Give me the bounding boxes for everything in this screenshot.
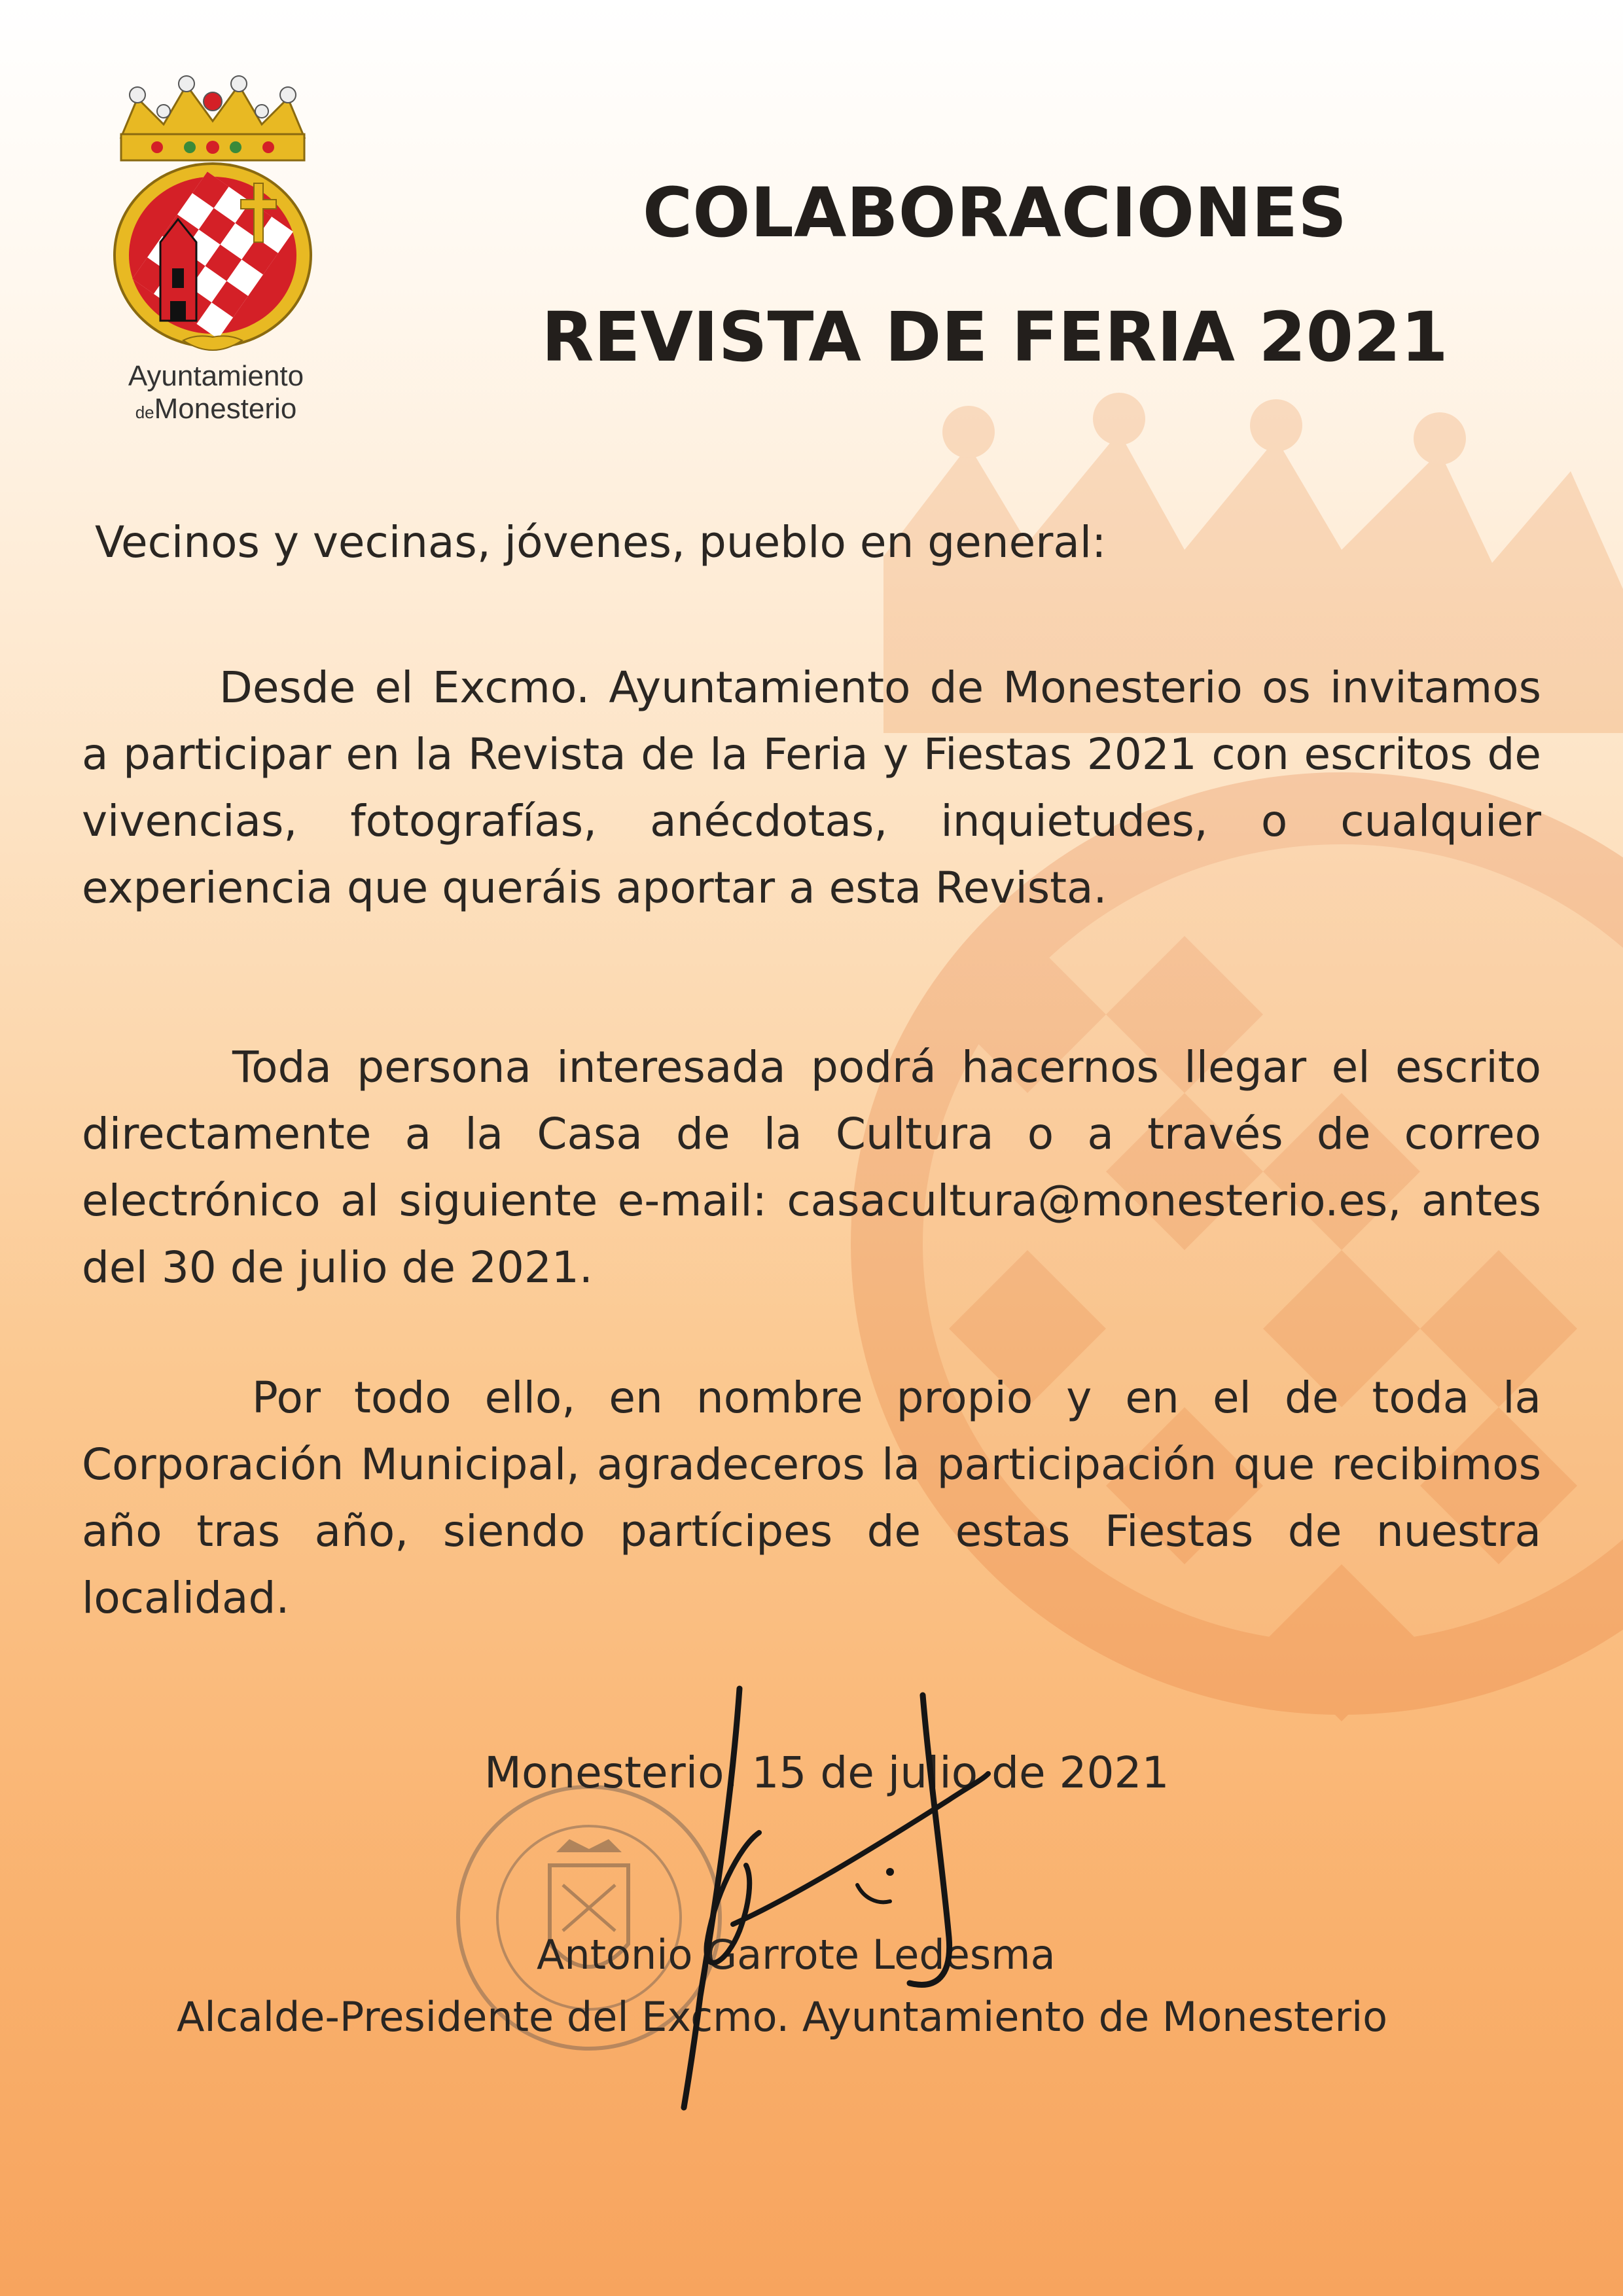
page-title [484, 151, 1505, 399]
paragraph-invitation: Desde el Excmo. Ayuntamiento de Monesterio os invitamos a participar en la Revista de la Feria y Fiestas 2021 con escritos de vivencias, fotografías, anécdotas, inquietudes, o cualquier experiencia que queráis aportar a esta Revista. [82, 662, 1541, 913]
logo-text-town: Monesterio [154, 393, 297, 425]
logo-text-de: de [135, 403, 154, 422]
logo-text-ayuntamiento: Ayuntamiento [128, 360, 304, 392]
coat-of-arms-icon [105, 72, 321, 353]
salutation: Vecinos y vecinas, jóvenes, pueblo en general: [95, 517, 1107, 567]
logo-text-monesterio [98, 393, 334, 429]
signature-date: Monesterio, 15 de julio de 2021 [484, 1748, 1169, 1798]
municipal-logo [98, 72, 334, 429]
title-line-2: REVISTA DE FERIA 2021 [541, 297, 1448, 377]
signer-position: Alcalde-Presidente del Excmo. Ayuntamiento de Monesterio [177, 1993, 1388, 2041]
signer-name: Antonio Garrote Ledesma [537, 1931, 1056, 1979]
handwritten-signature-icon [641, 1682, 1099, 2114]
paragraph-submission: Toda persona interesada podrá hacernos llegar el escrito directamente a la Casa de la Cultura o a través de correo electrónico al siguiente e-mail: casacultura@monesterio.es, antes del 30 de julio de 2021. [82, 1042, 1541, 1293]
title-line-1: COLABORACIONES [642, 173, 1347, 253]
paragraph-thanks: Por todo ello, en nombre propio y en el de toda la Corporación Municipal, agradeceros la participación que recibimos año tras año, siendo partícipes de estas Fiestas de nuestra localidad. [82, 1372, 1541, 1623]
